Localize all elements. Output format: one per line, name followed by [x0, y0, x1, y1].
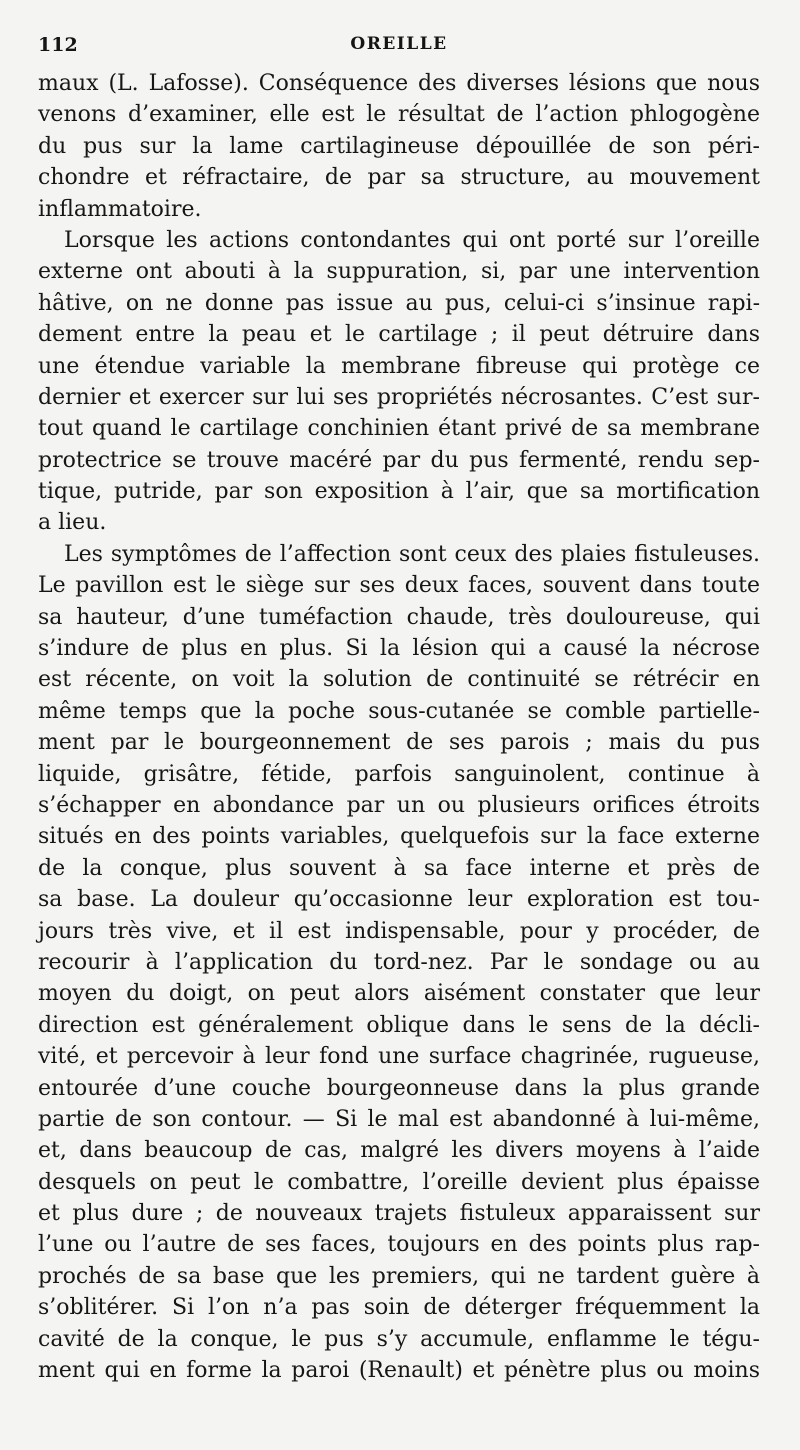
text-line: de la conque, plus souvent à sa face interne et près de [38, 855, 760, 881]
text-line: hâtive, on ne donne pas issue au pus, celui-ci s’insinue rapi- [38, 290, 760, 316]
text-line: direction est généralement oblique dans le sens de la décli- [38, 1012, 760, 1038]
text-line: sa base. La douleur qu’occasionne leur exploration est tou- [38, 887, 760, 913]
text-line: venons d’examiner, elle est le résultat de l’action phlogogène [38, 102, 760, 128]
text-line: tique, putride, par son exposition à l’air, que sa mortification [38, 479, 760, 505]
text-line: cavité de la conque, le pus s’y accumule, enflamme le tégu- [38, 1326, 760, 1352]
text-line: jours très vive, et il est indispensable, pour y procéder, de [38, 918, 760, 944]
text-line: même temps que la poche sous-cutanée se comble partielle- [38, 698, 760, 724]
text-line: liquide, grisâtre, fétide, parfois sanguinolent, continue à [38, 761, 760, 787]
text-line: dement entre la peau et le cartilage ; il peut détruire dans [38, 322, 760, 348]
running-title: OREILLE [350, 34, 448, 54]
text-line: protectrice se trouve macéré par du pus fermenté, rendu sep- [38, 447, 760, 473]
text-line: sa hauteur, d’une tuméfaction chaude, très douloureuse, qui [38, 604, 760, 630]
page-number: 112 [38, 34, 78, 56]
text-line: recourir à l’application du tord-nez. Par le sondage ou au [38, 949, 760, 975]
text-line: ment par le bourgeonnement de ses parois ; mais du pus [38, 730, 760, 756]
text-line: situés en des points variables, quelquefois sur la face externe [38, 824, 760, 850]
text-line: s’échapper en abondance par un ou plusieurs orifices étroits [38, 792, 760, 818]
text-line: maux (L. Lafosse). Conséquence des diverses lésions que nous [38, 71, 760, 96]
text-line: et plus dure ; de nouveaux trajets fistuleux apparaissent sur [38, 1201, 760, 1227]
text-line: du pus sur la lame cartilagineuse dépouillée de son péri- [38, 133, 760, 159]
body-text [38, 68, 760, 1386]
text-line: s’oblitérer. Si l’on n’a pas soin de déterger fréquemment la [38, 1295, 760, 1321]
text-line: inflammatoire. [38, 196, 202, 222]
text-line: est récente, on voit la solution de continuité se rétrécir en [38, 667, 760, 693]
text-line: l’une ou l’autre de ses faces, toujours en des points plus rap- [38, 1232, 760, 1258]
text-line: desquels on peut le combattre, l’oreille devient plus épaisse [38, 1169, 760, 1195]
page-header [38, 34, 760, 60]
text-line: une étendue variable la membrane fibreuse qui protège ce [38, 353, 760, 379]
paragraph-first-line: Lorsque les actions contondantes qui ont porté sur l’oreille [64, 227, 760, 253]
text-line: s’indure de plus en plus. Si la lésion qui a causé la nécrose [38, 636, 760, 662]
text-line: entourée d’une couche bourgeonneuse dans la plus grande [38, 1075, 760, 1101]
text-line: prochés de sa base que les premiers, qui ne tardent guère à [38, 1263, 760, 1289]
text-line: moyen du doigt, on peut alors aisément constater que leur [38, 981, 760, 1007]
text-line: externe ont abouti à la suppuration, si, par une intervention [38, 259, 760, 285]
text-line: vité, et percevoir à leur fond une surface chagrinée, rugueuse, [38, 1044, 760, 1070]
text-line: a lieu. [38, 510, 107, 536]
text-line: partie de son contour. — Si le mal est abandonné à lui-même, [38, 1106, 760, 1132]
text-line: dernier et exercer sur lui ses propriétés nécrosantes. C’est sur- [38, 384, 760, 410]
text-line: ment qui en forme la paroi (Renault) et pénètre plus ou moins [38, 1358, 760, 1384]
paragraph-first-line: Les symptômes de l’affection sont ceux des plaies fistuleuses. [64, 541, 760, 567]
text-line: et, dans beaucoup de cas, malgré les divers moyens à l’aide [38, 1138, 760, 1164]
text-line: Le pavillon est le siège sur ses deux faces, souvent dans toute [38, 573, 760, 599]
text-line: tout quand le cartilage conchinien étant privé de sa membrane [38, 416, 760, 442]
text-line: chondre et réfractaire, de par sa structure, au mouvement [38, 165, 760, 191]
